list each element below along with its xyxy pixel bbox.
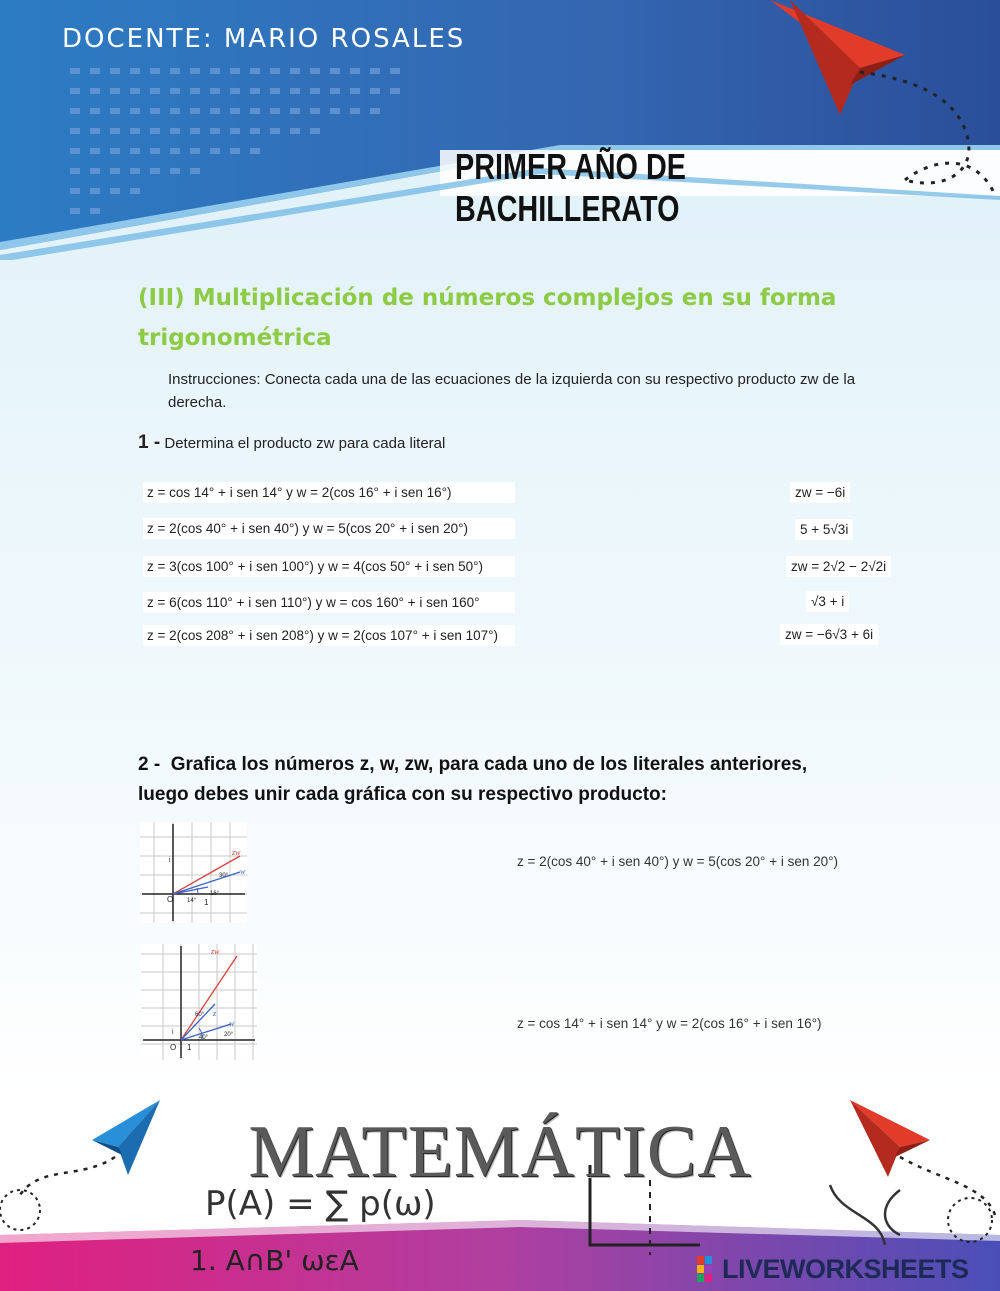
question-2-text: Grafica los números z, w, zw, para cada uno de los literales anteriores, luego debes unir cada gráfica con su respectivo producto: — [138, 754, 808, 805]
product-2[interactable]: 5 + 5√3i — [795, 519, 853, 540]
question-1-text: Determina el producto zw para cada literal — [164, 435, 446, 452]
graph-2-label-w: w — [229, 1019, 235, 1028]
equation-b[interactable]: z = 2(cos 40° + i sen 40°) y w = 5(cos 20° + i sen 20°) — [143, 518, 515, 539]
graph-equation-2[interactable]: z = cos 14° + i sen 14° y w = 2(cos 16° + i sen 16°) — [517, 1016, 822, 1031]
teacher-name: DOCENTE: MARIO ROSALES — [62, 24, 466, 54]
footer-doodle-probability: P(A) = ∑ p(ω) — [205, 1184, 436, 1224]
graph-2-label-z: z — [213, 1009, 217, 1018]
equation-a[interactable]: z = cos 14° + i sen 14° y w = 2(cos 16° + i sen 16°) — [143, 482, 515, 503]
section-title: (III) Multiplicación de números complejos en su forma trigonométrica — [138, 285, 837, 351]
graph-2-label-zw: zw — [211, 947, 220, 956]
product-4[interactable]: √3 + i — [806, 591, 849, 612]
instructions-text: Instrucciones: Conecta cada una de las ecuaciones de la izquierda con su respectivo producto zw de la derecha. — [168, 371, 856, 411]
graph-1-angle-2: 16° — [210, 891, 220, 897]
graph-1-plot — [140, 822, 247, 923]
question-1-number: 1 - — [138, 432, 161, 453]
graph-2-label-one: 1 — [187, 1043, 192, 1052]
graph-2-label-i: i — [172, 1029, 174, 1036]
equation-d[interactable]: z = 6(cos 110° + i sen 110°) y w = cos 160° + i sen 160° — [143, 592, 515, 613]
graph-2-angle-1: 40° — [199, 1035, 209, 1041]
equation-e[interactable]: z = 2(cos 208° + i sen 208°) y w = 2(cos 107° + i sen 107°) — [143, 625, 515, 646]
product-5[interactable]: zw = −6√3 + 6i — [780, 624, 878, 645]
product-1[interactable]: zw = −6i — [790, 482, 850, 503]
graph-1-label-one: 1 — [204, 898, 209, 907]
graph-1-label-o: O — [167, 895, 174, 904]
graph-1-angle-3: 30° — [219, 873, 229, 879]
product-3[interactable]: zw = 2√2 − 2√2i — [786, 556, 891, 577]
graph-2-label-o: O — [170, 1043, 177, 1052]
question-2 — [138, 750, 858, 810]
graph-1[interactable] — [140, 822, 247, 923]
graph-2-plot — [141, 944, 257, 1060]
question-1 — [138, 432, 445, 454]
graph-1-label-i: i — [169, 857, 171, 864]
subject-title: MATEMÁTICA — [248, 1111, 752, 1193]
graph-1-angle-1: 14° — [187, 898, 197, 904]
graph-2[interactable] — [141, 944, 257, 1060]
equation-c[interactable]: z = 3(cos 100° + i sen 100°) y w = 4(cos 50° + i sen 50°) — [143, 556, 515, 577]
graph-2-angle-2: 20° — [224, 1032, 234, 1038]
header-banner — [0, 0, 1000, 260]
graph-1-label-zw: zw — [232, 848, 241, 857]
graph-2-angle-3: 60° — [195, 1012, 205, 1018]
graph-1-label-w: w — [240, 867, 246, 876]
grade-title: PRIMER AÑO DE BACHILLERATO — [455, 146, 686, 229]
question-2-number: 2 - — [138, 754, 161, 775]
footer-doodle-sets: 1. A∩B' ωεA — [190, 1244, 359, 1277]
brand-wordmark: LIVEWORKSHEETS — [722, 1254, 969, 1284]
liveworksheets-logo-icon — [697, 1256, 719, 1282]
graph-equation-1[interactable]: z = 2(cos 40° + i sen 40°) y w = 5(cos 20° + i sen 20°) — [517, 854, 839, 869]
